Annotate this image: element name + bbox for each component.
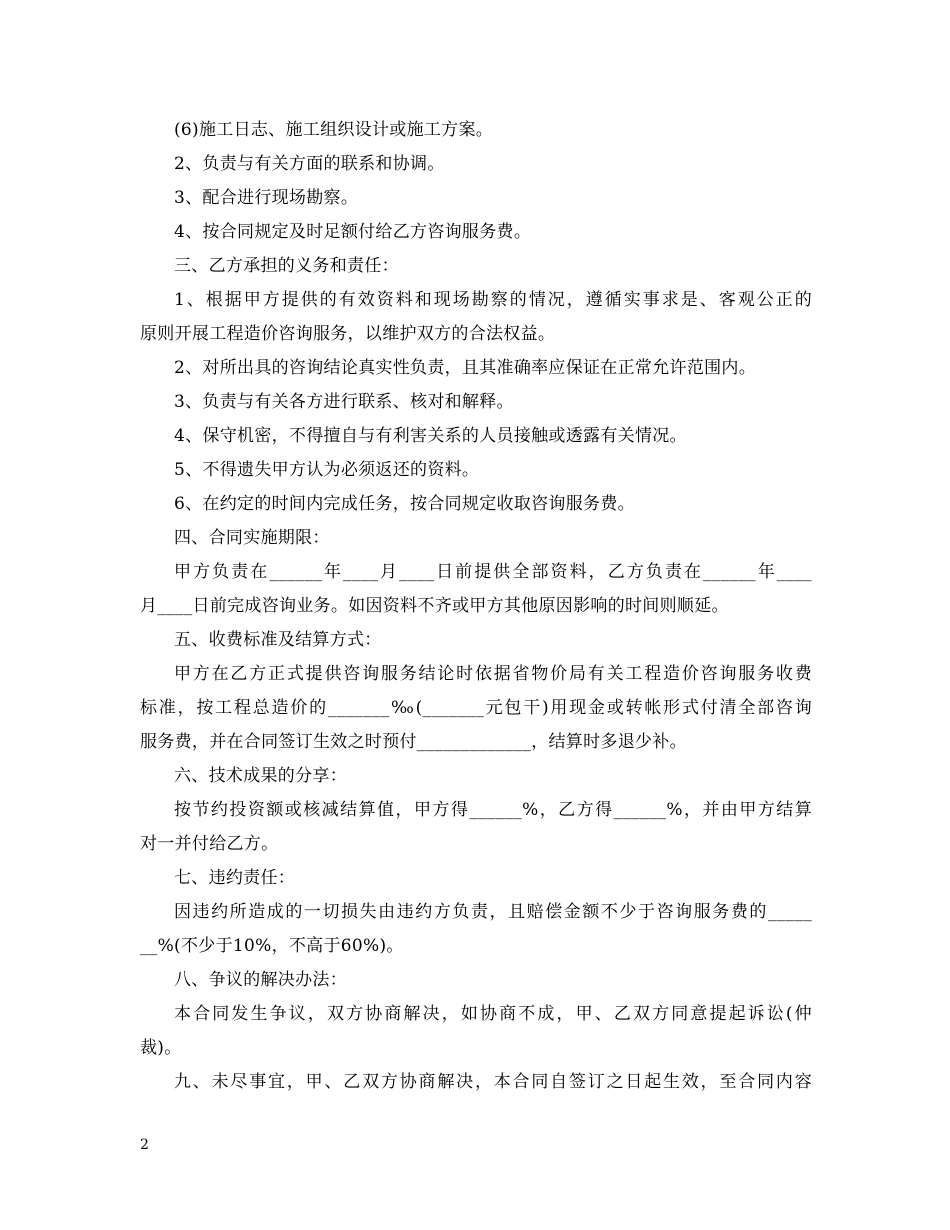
text-line: 原则开展工程造价咨询服务，以维护双方的合法权益。: [140, 324, 556, 344]
text-line: 4、按合同规定及时足额付给乙方咨询服务费。: [174, 222, 532, 242]
text-line: 四、合同实施期限：: [174, 528, 330, 548]
text-line: 5、不得遗失甲方认为必须返还的资料。: [174, 460, 480, 480]
text-line: 3、配合进行现场勘察。: [174, 188, 359, 208]
text-line: 裁)。: [140, 1038, 182, 1058]
text-line: 服务费，并在合同签订生效之时预付_____________，结算时多退少补。: [140, 732, 687, 752]
text-line: 6、在约定的时间内完成任务，按合同规定收取咨询服务费。: [174, 494, 635, 514]
text-line: 本合同发生争议，双方协商解决，如协商不成，甲、乙双方同意提起诉讼(仲: [174, 1004, 812, 1024]
text-line: 三、乙方承担的义务和责任：: [174, 256, 399, 276]
page-number: 2: [140, 1137, 149, 1153]
text-line: 七、违约责任：: [174, 868, 296, 888]
text-line: 标准，按工程总造价的_______‰(_______元包干)用现金或转帐形式付清全部咨询: [140, 698, 812, 718]
text-line: 八、争议的解决办法：: [174, 970, 347, 990]
text-line: 按节约投资额或核减结算值，甲方得______%，乙方得______%，并由甲方结算: [174, 800, 812, 820]
text-line: __%(不少于10%，不高于60%)。: [140, 936, 404, 956]
text-line: 2、对所出具的咨询结论真实性负责，且其准确率应保证在正常允许范围内。: [174, 358, 757, 378]
text-line: 五、收费标准及结算方式：: [174, 630, 382, 650]
text-line: 甲方在乙方正式提供咨询服务结论时依据省物价局有关工程造价咨询服务收费: [174, 664, 812, 684]
text-line: 对一并付给乙方。: [140, 834, 279, 854]
text-line: 因违约所造成的一切损失由违约方负责，且赔偿金额不少于咨询服务费的_____: [174, 902, 812, 922]
document-body: [140, 113, 812, 1099]
text-line: 月____日前完成咨询业务。如因资料不齐或甲方其他原因影响的时间则顺延。: [140, 596, 729, 616]
text-line: 3、负责与有关各方进行联系、核对和解释。: [174, 392, 514, 412]
text-line: 4、保守机密，不得擅自与有利害关系的人员接触或透露有关情况。: [174, 426, 687, 446]
text-line: 2、负责与有关方面的联系和协调。: [174, 154, 445, 174]
text-line: 六、技术成果的分享：: [174, 766, 347, 786]
text-line: 九、未尽事宜，甲、乙双方协商解决，本合同自签订之日起生效，至合同内容: [174, 1072, 812, 1092]
text-line: (6)施工日志、施工组织设计或施工方案。: [174, 120, 494, 140]
text-line: 1、根据甲方提供的有效资料和现场勘察的情况，遵循实事求是、客观公正的: [174, 290, 812, 310]
text-line: 甲方负责在______年____月____日前提供全部资料，乙方负责在______年____: [174, 562, 812, 582]
